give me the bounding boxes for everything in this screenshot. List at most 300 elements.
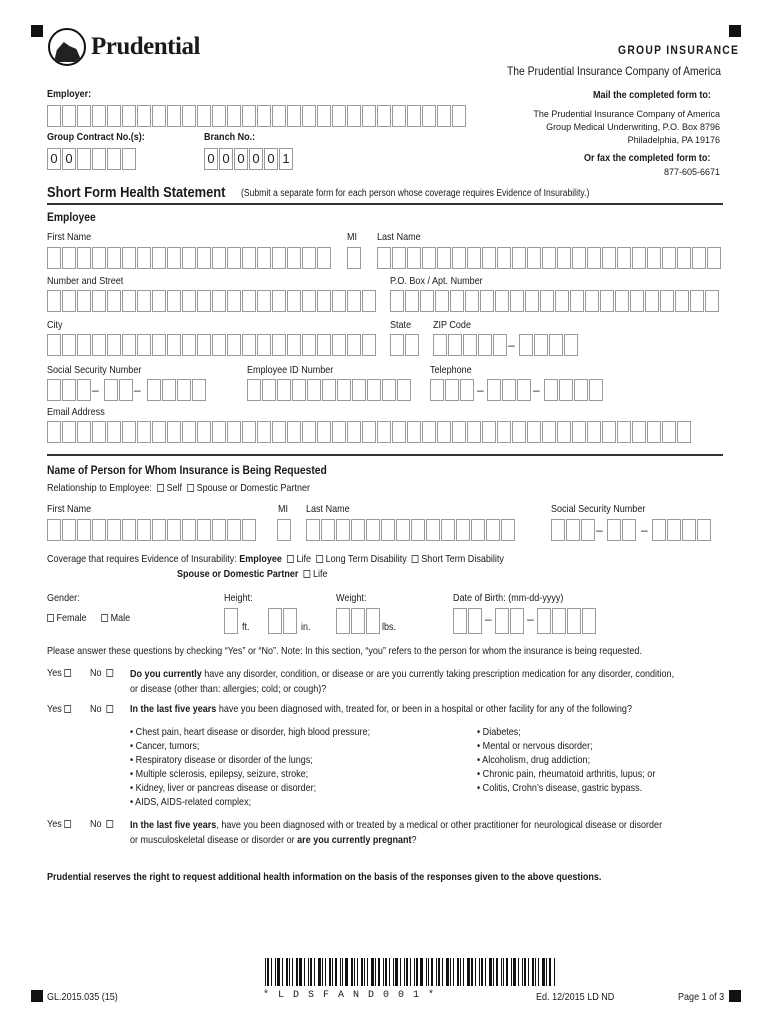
char-box[interactable] bbox=[62, 105, 76, 127]
phone-boxes-3[interactable] bbox=[544, 379, 603, 401]
char-box[interactable] bbox=[336, 519, 350, 541]
char-box[interactable] bbox=[104, 379, 118, 401]
char-box[interactable] bbox=[582, 608, 596, 634]
char-box[interactable] bbox=[707, 247, 721, 269]
char-box[interactable] bbox=[182, 334, 196, 356]
char-box[interactable] bbox=[352, 379, 366, 401]
char-box[interactable] bbox=[551, 519, 565, 541]
char-box[interactable] bbox=[306, 519, 320, 541]
char-box[interactable] bbox=[390, 334, 404, 356]
char-box[interactable] bbox=[227, 421, 241, 443]
char-box[interactable] bbox=[92, 519, 106, 541]
char-box[interactable] bbox=[456, 519, 470, 541]
char-box[interactable]: 0 bbox=[219, 148, 233, 170]
char-box[interactable] bbox=[62, 519, 76, 541]
char-box[interactable] bbox=[182, 290, 196, 312]
char-box[interactable] bbox=[441, 519, 455, 541]
char-box[interactable] bbox=[390, 290, 404, 312]
char-box[interactable] bbox=[682, 519, 696, 541]
char-box[interactable] bbox=[632, 247, 646, 269]
char-box[interactable] bbox=[107, 421, 121, 443]
char-box[interactable] bbox=[257, 334, 271, 356]
char-box[interactable] bbox=[632, 421, 646, 443]
char-box[interactable] bbox=[433, 334, 447, 356]
char-box[interactable] bbox=[559, 379, 573, 401]
char-box[interactable] bbox=[137, 334, 151, 356]
char-box[interactable] bbox=[47, 519, 61, 541]
char-box[interactable] bbox=[437, 247, 451, 269]
char-box[interactable] bbox=[122, 421, 136, 443]
char-box[interactable] bbox=[317, 247, 331, 269]
spouse-life-checkbox[interactable] bbox=[304, 570, 311, 578]
char-box[interactable] bbox=[677, 421, 691, 443]
char-box[interactable] bbox=[467, 421, 481, 443]
dob-year-boxes[interactable] bbox=[537, 608, 596, 634]
char-box[interactable] bbox=[510, 608, 524, 634]
phone-boxes-2[interactable] bbox=[487, 379, 531, 401]
char-box[interactable] bbox=[407, 247, 421, 269]
char-box[interactable] bbox=[257, 105, 271, 127]
char-box[interactable] bbox=[332, 334, 346, 356]
char-box[interactable] bbox=[480, 290, 494, 312]
street-boxes[interactable] bbox=[47, 290, 376, 312]
char-box[interactable] bbox=[107, 290, 121, 312]
char-box[interactable] bbox=[397, 379, 411, 401]
char-box[interactable] bbox=[92, 334, 106, 356]
char-box[interactable] bbox=[62, 379, 76, 401]
char-box[interactable] bbox=[347, 290, 361, 312]
char-box[interactable] bbox=[277, 379, 291, 401]
char-box[interactable] bbox=[453, 608, 467, 634]
char-box[interactable] bbox=[544, 379, 558, 401]
char-box[interactable] bbox=[566, 519, 580, 541]
person-ssn-boxes-2[interactable] bbox=[607, 519, 636, 541]
char-box[interactable] bbox=[347, 247, 361, 269]
char-box[interactable] bbox=[377, 247, 391, 269]
spouse-checkbox[interactable] bbox=[187, 484, 194, 492]
char-box[interactable] bbox=[622, 519, 636, 541]
char-box[interactable] bbox=[137, 519, 151, 541]
char-box[interactable] bbox=[572, 247, 586, 269]
weight-boxes[interactable] bbox=[336, 608, 380, 634]
char-box[interactable] bbox=[336, 608, 350, 634]
char-box[interactable] bbox=[647, 421, 661, 443]
branch-boxes[interactable] bbox=[204, 148, 293, 170]
char-box[interactable] bbox=[407, 105, 421, 127]
char-box[interactable] bbox=[317, 421, 331, 443]
char-box[interactable] bbox=[167, 519, 181, 541]
char-box[interactable] bbox=[463, 334, 477, 356]
char-box[interactable] bbox=[405, 290, 419, 312]
char-box[interactable] bbox=[366, 519, 380, 541]
char-box[interactable] bbox=[92, 290, 106, 312]
char-box[interactable] bbox=[152, 247, 166, 269]
char-box[interactable] bbox=[587, 421, 601, 443]
char-box[interactable] bbox=[555, 290, 569, 312]
char-box[interactable] bbox=[411, 519, 425, 541]
char-box[interactable] bbox=[317, 105, 331, 127]
char-box[interactable] bbox=[362, 105, 376, 127]
char-box[interactable] bbox=[512, 247, 526, 269]
char-box[interactable] bbox=[617, 421, 631, 443]
char-box[interactable] bbox=[268, 608, 282, 634]
char-box[interactable] bbox=[47, 421, 61, 443]
char-box[interactable] bbox=[692, 247, 706, 269]
char-box[interactable] bbox=[697, 519, 711, 541]
char-box[interactable] bbox=[495, 290, 509, 312]
char-box[interactable] bbox=[362, 290, 376, 312]
char-box[interactable] bbox=[487, 379, 501, 401]
char-box[interactable]: 0 bbox=[62, 148, 76, 170]
char-box[interactable] bbox=[645, 290, 659, 312]
char-box[interactable] bbox=[705, 290, 719, 312]
char-box[interactable] bbox=[242, 247, 256, 269]
char-box[interactable] bbox=[567, 608, 581, 634]
char-box[interactable] bbox=[482, 247, 496, 269]
char-box[interactable] bbox=[287, 290, 301, 312]
employee-last-name-boxes[interactable] bbox=[377, 247, 721, 269]
char-box[interactable] bbox=[362, 334, 376, 356]
char-box[interactable] bbox=[675, 290, 689, 312]
char-box[interactable] bbox=[77, 290, 91, 312]
char-box[interactable] bbox=[677, 247, 691, 269]
char-box[interactable] bbox=[647, 247, 661, 269]
char-box[interactable] bbox=[517, 379, 531, 401]
char-box[interactable] bbox=[471, 519, 485, 541]
char-box[interactable] bbox=[242, 334, 256, 356]
char-box[interactable] bbox=[262, 379, 276, 401]
char-box[interactable] bbox=[197, 290, 211, 312]
char-box[interactable]: 0 bbox=[234, 148, 248, 170]
char-box[interactable] bbox=[351, 519, 365, 541]
char-box[interactable]: 0 bbox=[204, 148, 218, 170]
char-box[interactable] bbox=[212, 247, 226, 269]
char-box[interactable] bbox=[332, 421, 346, 443]
char-box[interactable] bbox=[667, 519, 681, 541]
char-box[interactable] bbox=[557, 247, 571, 269]
char-box[interactable] bbox=[468, 608, 482, 634]
char-box[interactable] bbox=[192, 379, 206, 401]
char-box[interactable] bbox=[287, 334, 301, 356]
dob-month-boxes[interactable] bbox=[453, 608, 482, 634]
char-box[interactable] bbox=[501, 519, 515, 541]
char-box[interactable] bbox=[690, 290, 704, 312]
char-box[interactable] bbox=[557, 421, 571, 443]
char-box[interactable] bbox=[62, 290, 76, 312]
zip-boxes[interactable] bbox=[433, 334, 507, 356]
char-box[interactable] bbox=[122, 334, 136, 356]
char-box[interactable] bbox=[332, 105, 346, 127]
char-box[interactable] bbox=[512, 421, 526, 443]
char-box[interactable] bbox=[107, 247, 121, 269]
ltd-checkbox[interactable] bbox=[316, 555, 323, 563]
char-box[interactable]: 0 bbox=[249, 148, 263, 170]
char-box[interactable] bbox=[525, 290, 539, 312]
char-box[interactable]: 1 bbox=[279, 148, 293, 170]
char-box[interactable] bbox=[542, 247, 556, 269]
email-boxes[interactable] bbox=[47, 421, 691, 443]
char-box[interactable] bbox=[292, 379, 306, 401]
char-box[interactable] bbox=[122, 247, 136, 269]
char-box[interactable] bbox=[227, 334, 241, 356]
char-box[interactable] bbox=[212, 421, 226, 443]
q2-yes-checkbox[interactable] bbox=[64, 705, 71, 713]
char-box[interactable] bbox=[77, 379, 91, 401]
char-box[interactable] bbox=[510, 290, 524, 312]
employee-mi-box[interactable] bbox=[347, 247, 361, 269]
char-box[interactable] bbox=[486, 519, 500, 541]
char-box[interactable] bbox=[534, 334, 548, 356]
char-box[interactable] bbox=[392, 421, 406, 443]
char-box[interactable] bbox=[615, 290, 629, 312]
char-box[interactable] bbox=[450, 290, 464, 312]
char-box[interactable] bbox=[574, 379, 588, 401]
char-box[interactable] bbox=[392, 105, 406, 127]
person-ssn-boxes-3[interactable] bbox=[652, 519, 711, 541]
char-box[interactable] bbox=[272, 247, 286, 269]
char-box[interactable] bbox=[662, 247, 676, 269]
char-box[interactable] bbox=[435, 290, 449, 312]
char-box[interactable] bbox=[257, 421, 271, 443]
char-box[interactable] bbox=[495, 608, 509, 634]
char-box[interactable] bbox=[527, 247, 541, 269]
char-box[interactable] bbox=[62, 334, 76, 356]
char-box[interactable] bbox=[367, 379, 381, 401]
char-box[interactable] bbox=[519, 334, 533, 356]
char-box[interactable] bbox=[182, 247, 196, 269]
char-box[interactable] bbox=[167, 421, 181, 443]
char-box[interactable] bbox=[92, 105, 106, 127]
char-box[interactable] bbox=[448, 334, 462, 356]
char-box[interactable] bbox=[652, 519, 666, 541]
char-box[interactable] bbox=[77, 519, 91, 541]
char-box[interactable] bbox=[167, 290, 181, 312]
char-box[interactable] bbox=[366, 608, 380, 634]
char-box[interactable] bbox=[381, 519, 395, 541]
char-box[interactable] bbox=[600, 290, 614, 312]
char-box[interactable]: 0 bbox=[47, 148, 61, 170]
char-box[interactable] bbox=[152, 519, 166, 541]
char-box[interactable] bbox=[540, 290, 554, 312]
person-ssn-boxes-1[interactable] bbox=[551, 519, 595, 541]
char-box[interactable] bbox=[137, 421, 151, 443]
char-box[interactable] bbox=[227, 519, 241, 541]
char-box[interactable] bbox=[362, 421, 376, 443]
q1-no-checkbox[interactable] bbox=[107, 669, 114, 677]
char-box[interactable] bbox=[167, 105, 181, 127]
char-box[interactable] bbox=[167, 334, 181, 356]
char-box[interactable] bbox=[660, 290, 674, 312]
char-box[interactable] bbox=[617, 247, 631, 269]
char-box[interactable] bbox=[272, 421, 286, 443]
char-box[interactable] bbox=[77, 421, 91, 443]
char-box[interactable] bbox=[445, 379, 459, 401]
char-box[interactable] bbox=[337, 379, 351, 401]
char-box[interactable] bbox=[317, 334, 331, 356]
char-box[interactable] bbox=[197, 519, 211, 541]
char-box[interactable] bbox=[107, 519, 121, 541]
char-box[interactable] bbox=[572, 421, 586, 443]
char-box[interactable] bbox=[405, 334, 419, 356]
char-box[interactable] bbox=[602, 247, 616, 269]
group-contract-boxes[interactable] bbox=[47, 148, 136, 170]
q2-no-checkbox[interactable] bbox=[107, 705, 114, 713]
char-box[interactable] bbox=[247, 379, 261, 401]
char-box[interactable] bbox=[122, 290, 136, 312]
char-box[interactable] bbox=[287, 247, 301, 269]
char-box[interactable] bbox=[182, 519, 196, 541]
char-box[interactable] bbox=[549, 334, 563, 356]
employee-id-boxes[interactable] bbox=[247, 379, 411, 401]
char-box[interactable] bbox=[107, 105, 121, 127]
char-box[interactable] bbox=[137, 105, 151, 127]
char-box[interactable] bbox=[277, 519, 291, 541]
char-box[interactable] bbox=[212, 519, 226, 541]
char-box[interactable] bbox=[242, 421, 256, 443]
zip4-boxes[interactable] bbox=[519, 334, 578, 356]
person-mi-box[interactable] bbox=[277, 519, 291, 541]
char-box[interactable] bbox=[587, 247, 601, 269]
char-box[interactable] bbox=[257, 290, 271, 312]
char-box[interactable] bbox=[152, 334, 166, 356]
employee-first-name-boxes[interactable] bbox=[47, 247, 331, 269]
person-first-name-boxes[interactable] bbox=[47, 519, 256, 541]
person-last-name-boxes[interactable] bbox=[306, 519, 515, 541]
char-box[interactable] bbox=[585, 290, 599, 312]
char-box[interactable] bbox=[152, 421, 166, 443]
char-box[interactable] bbox=[452, 105, 466, 127]
char-box[interactable] bbox=[47, 105, 61, 127]
char-box[interactable] bbox=[137, 290, 151, 312]
char-box[interactable] bbox=[426, 519, 440, 541]
char-box[interactable] bbox=[137, 247, 151, 269]
char-box[interactable] bbox=[332, 290, 346, 312]
char-box[interactable] bbox=[197, 105, 211, 127]
char-box[interactable] bbox=[302, 421, 316, 443]
char-box[interactable] bbox=[119, 379, 133, 401]
char-box[interactable] bbox=[422, 105, 436, 127]
char-box[interactable] bbox=[392, 247, 406, 269]
char-box[interactable] bbox=[607, 519, 621, 541]
char-box[interactable] bbox=[242, 290, 256, 312]
char-box[interactable] bbox=[242, 105, 256, 127]
char-box[interactable] bbox=[502, 379, 516, 401]
char-box[interactable] bbox=[47, 334, 61, 356]
char-box[interactable] bbox=[242, 519, 256, 541]
char-box[interactable] bbox=[465, 290, 479, 312]
char-box[interactable] bbox=[62, 421, 76, 443]
po-box-boxes[interactable] bbox=[390, 290, 719, 312]
char-box[interactable] bbox=[182, 105, 196, 127]
char-box[interactable] bbox=[437, 105, 451, 127]
char-box[interactable] bbox=[307, 379, 321, 401]
char-box[interactable] bbox=[287, 105, 301, 127]
std-checkbox[interactable] bbox=[412, 555, 419, 563]
char-box[interactable] bbox=[227, 247, 241, 269]
char-box[interactable] bbox=[152, 290, 166, 312]
char-box[interactable] bbox=[302, 334, 316, 356]
char-box[interactable] bbox=[177, 379, 191, 401]
char-box[interactable] bbox=[630, 290, 644, 312]
char-box[interactable] bbox=[420, 290, 434, 312]
char-box[interactable] bbox=[322, 379, 336, 401]
char-box[interactable] bbox=[77, 148, 91, 170]
char-box[interactable] bbox=[212, 290, 226, 312]
ssn-boxes-2[interactable] bbox=[104, 379, 133, 401]
female-checkbox[interactable] bbox=[47, 614, 54, 622]
char-box[interactable] bbox=[224, 608, 238, 634]
char-box[interactable] bbox=[437, 421, 451, 443]
char-box[interactable] bbox=[482, 421, 496, 443]
char-box[interactable] bbox=[152, 105, 166, 127]
char-box[interactable] bbox=[227, 290, 241, 312]
char-box[interactable] bbox=[62, 247, 76, 269]
char-box[interactable] bbox=[92, 247, 106, 269]
char-box[interactable] bbox=[77, 247, 91, 269]
char-box[interactable] bbox=[47, 247, 61, 269]
char-box[interactable] bbox=[467, 247, 481, 269]
char-box[interactable] bbox=[493, 334, 507, 356]
char-box[interactable] bbox=[302, 105, 316, 127]
char-box[interactable] bbox=[478, 334, 492, 356]
char-box[interactable] bbox=[287, 421, 301, 443]
ssn-boxes-1[interactable] bbox=[47, 379, 91, 401]
height-ft-box[interactable] bbox=[224, 608, 238, 634]
char-box[interactable] bbox=[452, 421, 466, 443]
char-box[interactable] bbox=[283, 608, 297, 634]
dob-day-boxes[interactable] bbox=[495, 608, 524, 634]
char-box[interactable] bbox=[197, 247, 211, 269]
char-box[interactable] bbox=[122, 148, 136, 170]
char-box[interactable] bbox=[147, 379, 161, 401]
char-box[interactable] bbox=[460, 379, 474, 401]
q3-no-checkbox[interactable] bbox=[107, 820, 114, 828]
char-box[interactable] bbox=[377, 105, 391, 127]
char-box[interactable] bbox=[422, 247, 436, 269]
char-box[interactable] bbox=[527, 421, 541, 443]
char-box[interactable] bbox=[570, 290, 584, 312]
char-box[interactable] bbox=[122, 105, 136, 127]
char-box[interactable] bbox=[552, 608, 566, 634]
char-box[interactable] bbox=[662, 421, 676, 443]
char-box[interactable] bbox=[347, 105, 361, 127]
char-box[interactable] bbox=[107, 334, 121, 356]
q3-yes-checkbox[interactable] bbox=[64, 820, 71, 828]
char-box[interactable] bbox=[122, 519, 136, 541]
char-box[interactable] bbox=[197, 334, 211, 356]
char-box[interactable] bbox=[407, 421, 421, 443]
char-box[interactable] bbox=[47, 290, 61, 312]
phone-boxes-1[interactable] bbox=[430, 379, 474, 401]
q1-yes-checkbox[interactable] bbox=[64, 669, 71, 677]
char-box[interactable] bbox=[212, 334, 226, 356]
char-box[interactable] bbox=[272, 290, 286, 312]
char-box[interactable] bbox=[92, 148, 106, 170]
char-box[interactable] bbox=[377, 421, 391, 443]
char-box[interactable] bbox=[602, 421, 616, 443]
char-box[interactable] bbox=[347, 334, 361, 356]
char-box[interactable] bbox=[317, 290, 331, 312]
char-box[interactable] bbox=[227, 105, 241, 127]
char-box[interactable] bbox=[47, 379, 61, 401]
char-box[interactable] bbox=[92, 421, 106, 443]
char-box[interactable] bbox=[302, 290, 316, 312]
char-box[interactable] bbox=[197, 421, 211, 443]
char-box[interactable] bbox=[272, 334, 286, 356]
employee-life-checkbox[interactable] bbox=[287, 555, 294, 563]
char-box[interactable] bbox=[542, 421, 556, 443]
char-box[interactable] bbox=[182, 421, 196, 443]
